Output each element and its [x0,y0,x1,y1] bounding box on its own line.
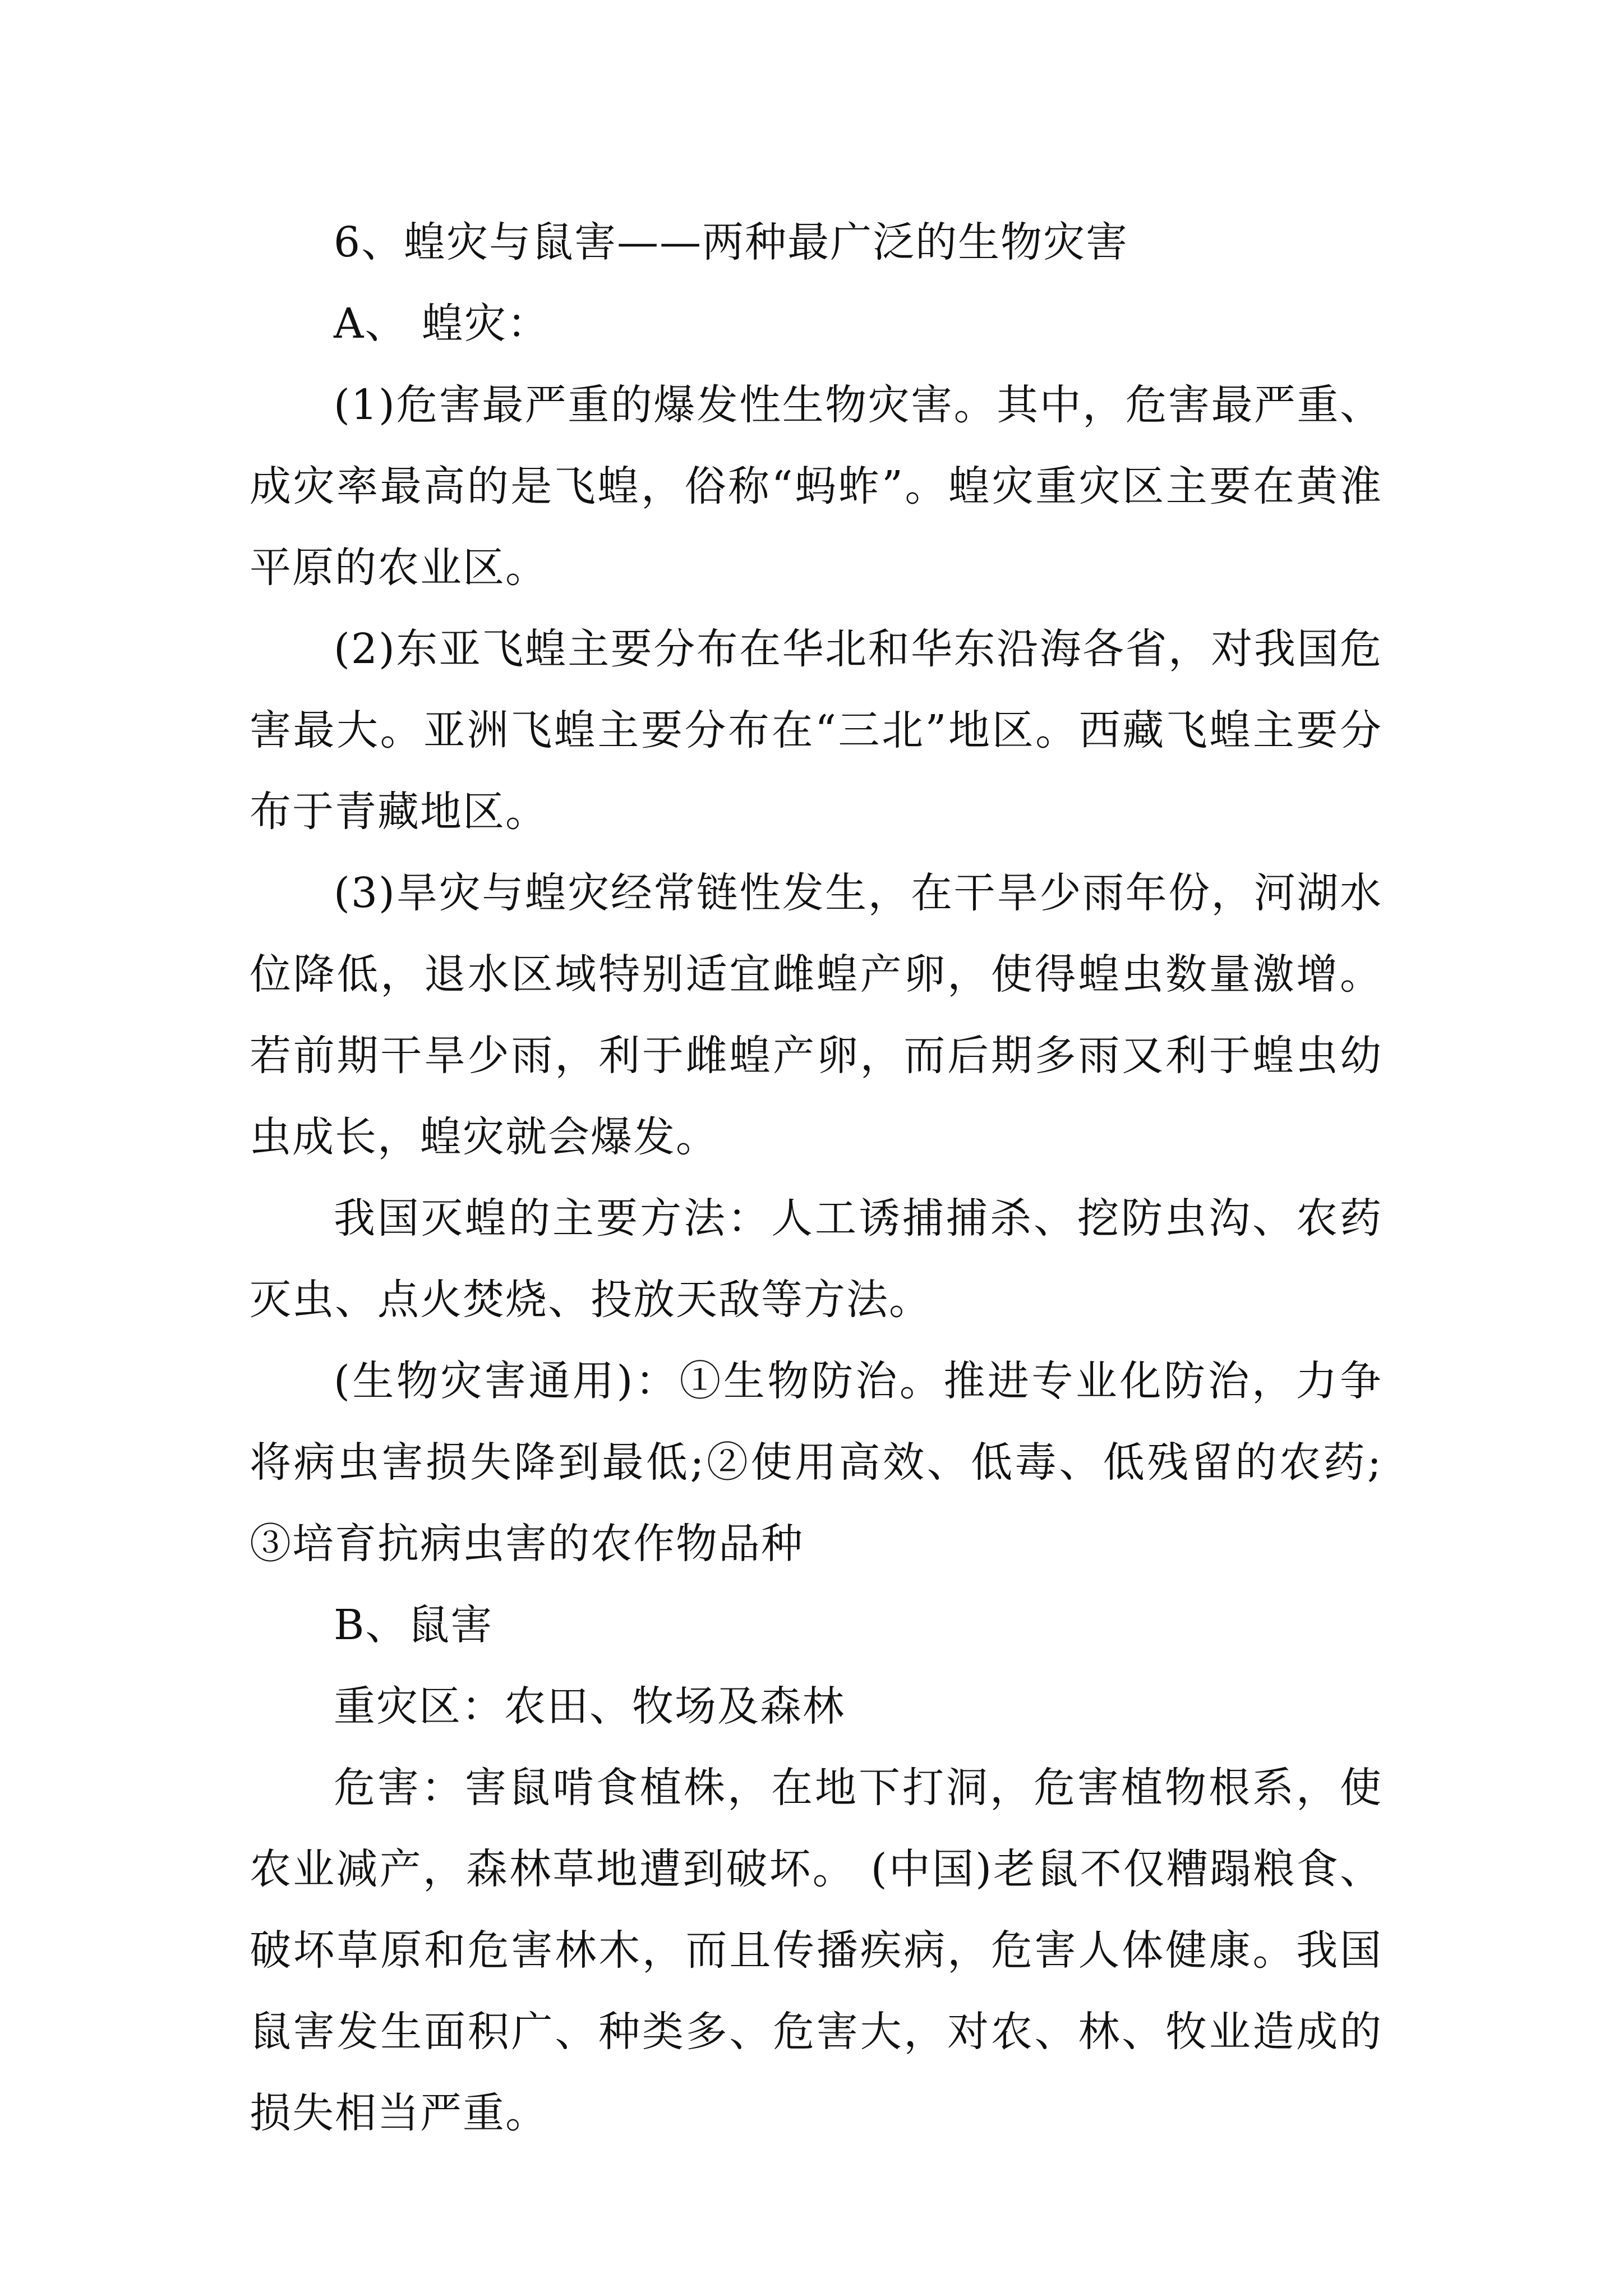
section-heading: 6、蝗灾与鼠害——两种最广泛的生物灾害 [334,218,1129,266]
subsection-heading-locust: A、 蝗灾： [334,300,550,348]
paragraph-locust-3: (3)旱灾与蝗灾经常链性发生，在干旱少雨年份，河湖水位降低，退水区域特别适宜雌蝗产卵，使得蝗虫数量激增。若前期干旱少雨，利于雌蝗产卵，而后期多雨又利于蝗虫幼虫成长，蝗灾就会爆发。 [250,869,1382,1161]
paragraph-rodent-areas: 重灾区：农田、牧场及森林 [334,1682,845,1731]
subsection-heading-rodent: B、鼠害 [334,1601,494,1649]
paragraph-locust-methods: 我国灭蝗的主要方法：人工诱捕捕杀、挖防虫沟、农药灭虫、点火焚烧、投放天敌等方法。 [250,1194,1382,1324]
paragraph-general-prevention: (生物灾害通用)：①生物防治。推进专业化防治，力争将病虫害损失降到最低;②使用高效、低毒、低残留的农药;③培育抗病虫害的农作物品种 [250,1357,1382,1568]
paragraph-rodent-harm: 危害：害鼠啃食植株，在地下打洞，危害植物根系，使农业减产，森林草地遭到破坏。 (中国)老鼠不仅糟蹋粮食、破坏草原和危害林木，而且传播疾病，危害人体健康。我国鼠害发生面积广、种类多、危害大，对农、林、牧业造成的损失相当严重。 [250,1764,1382,2137]
paragraph-locust-2: (2)东亚飞蝗主要分布在华北和华东沿海各省，对我国危害最大。亚洲飞蝗主要分布在“三北”地区。西藏飞蝗主要分布于青藏地区。 [250,625,1382,836]
document-body [250,202,1382,2154]
paragraph-locust-1: (1)危害最严重的爆发性生物灾害。其中，危害最严重、成灾率最高的是飞蝗，俗称“蚂蚱”。蝗灾重灾区主要在黄淮平原的农业区。 [250,381,1382,592]
